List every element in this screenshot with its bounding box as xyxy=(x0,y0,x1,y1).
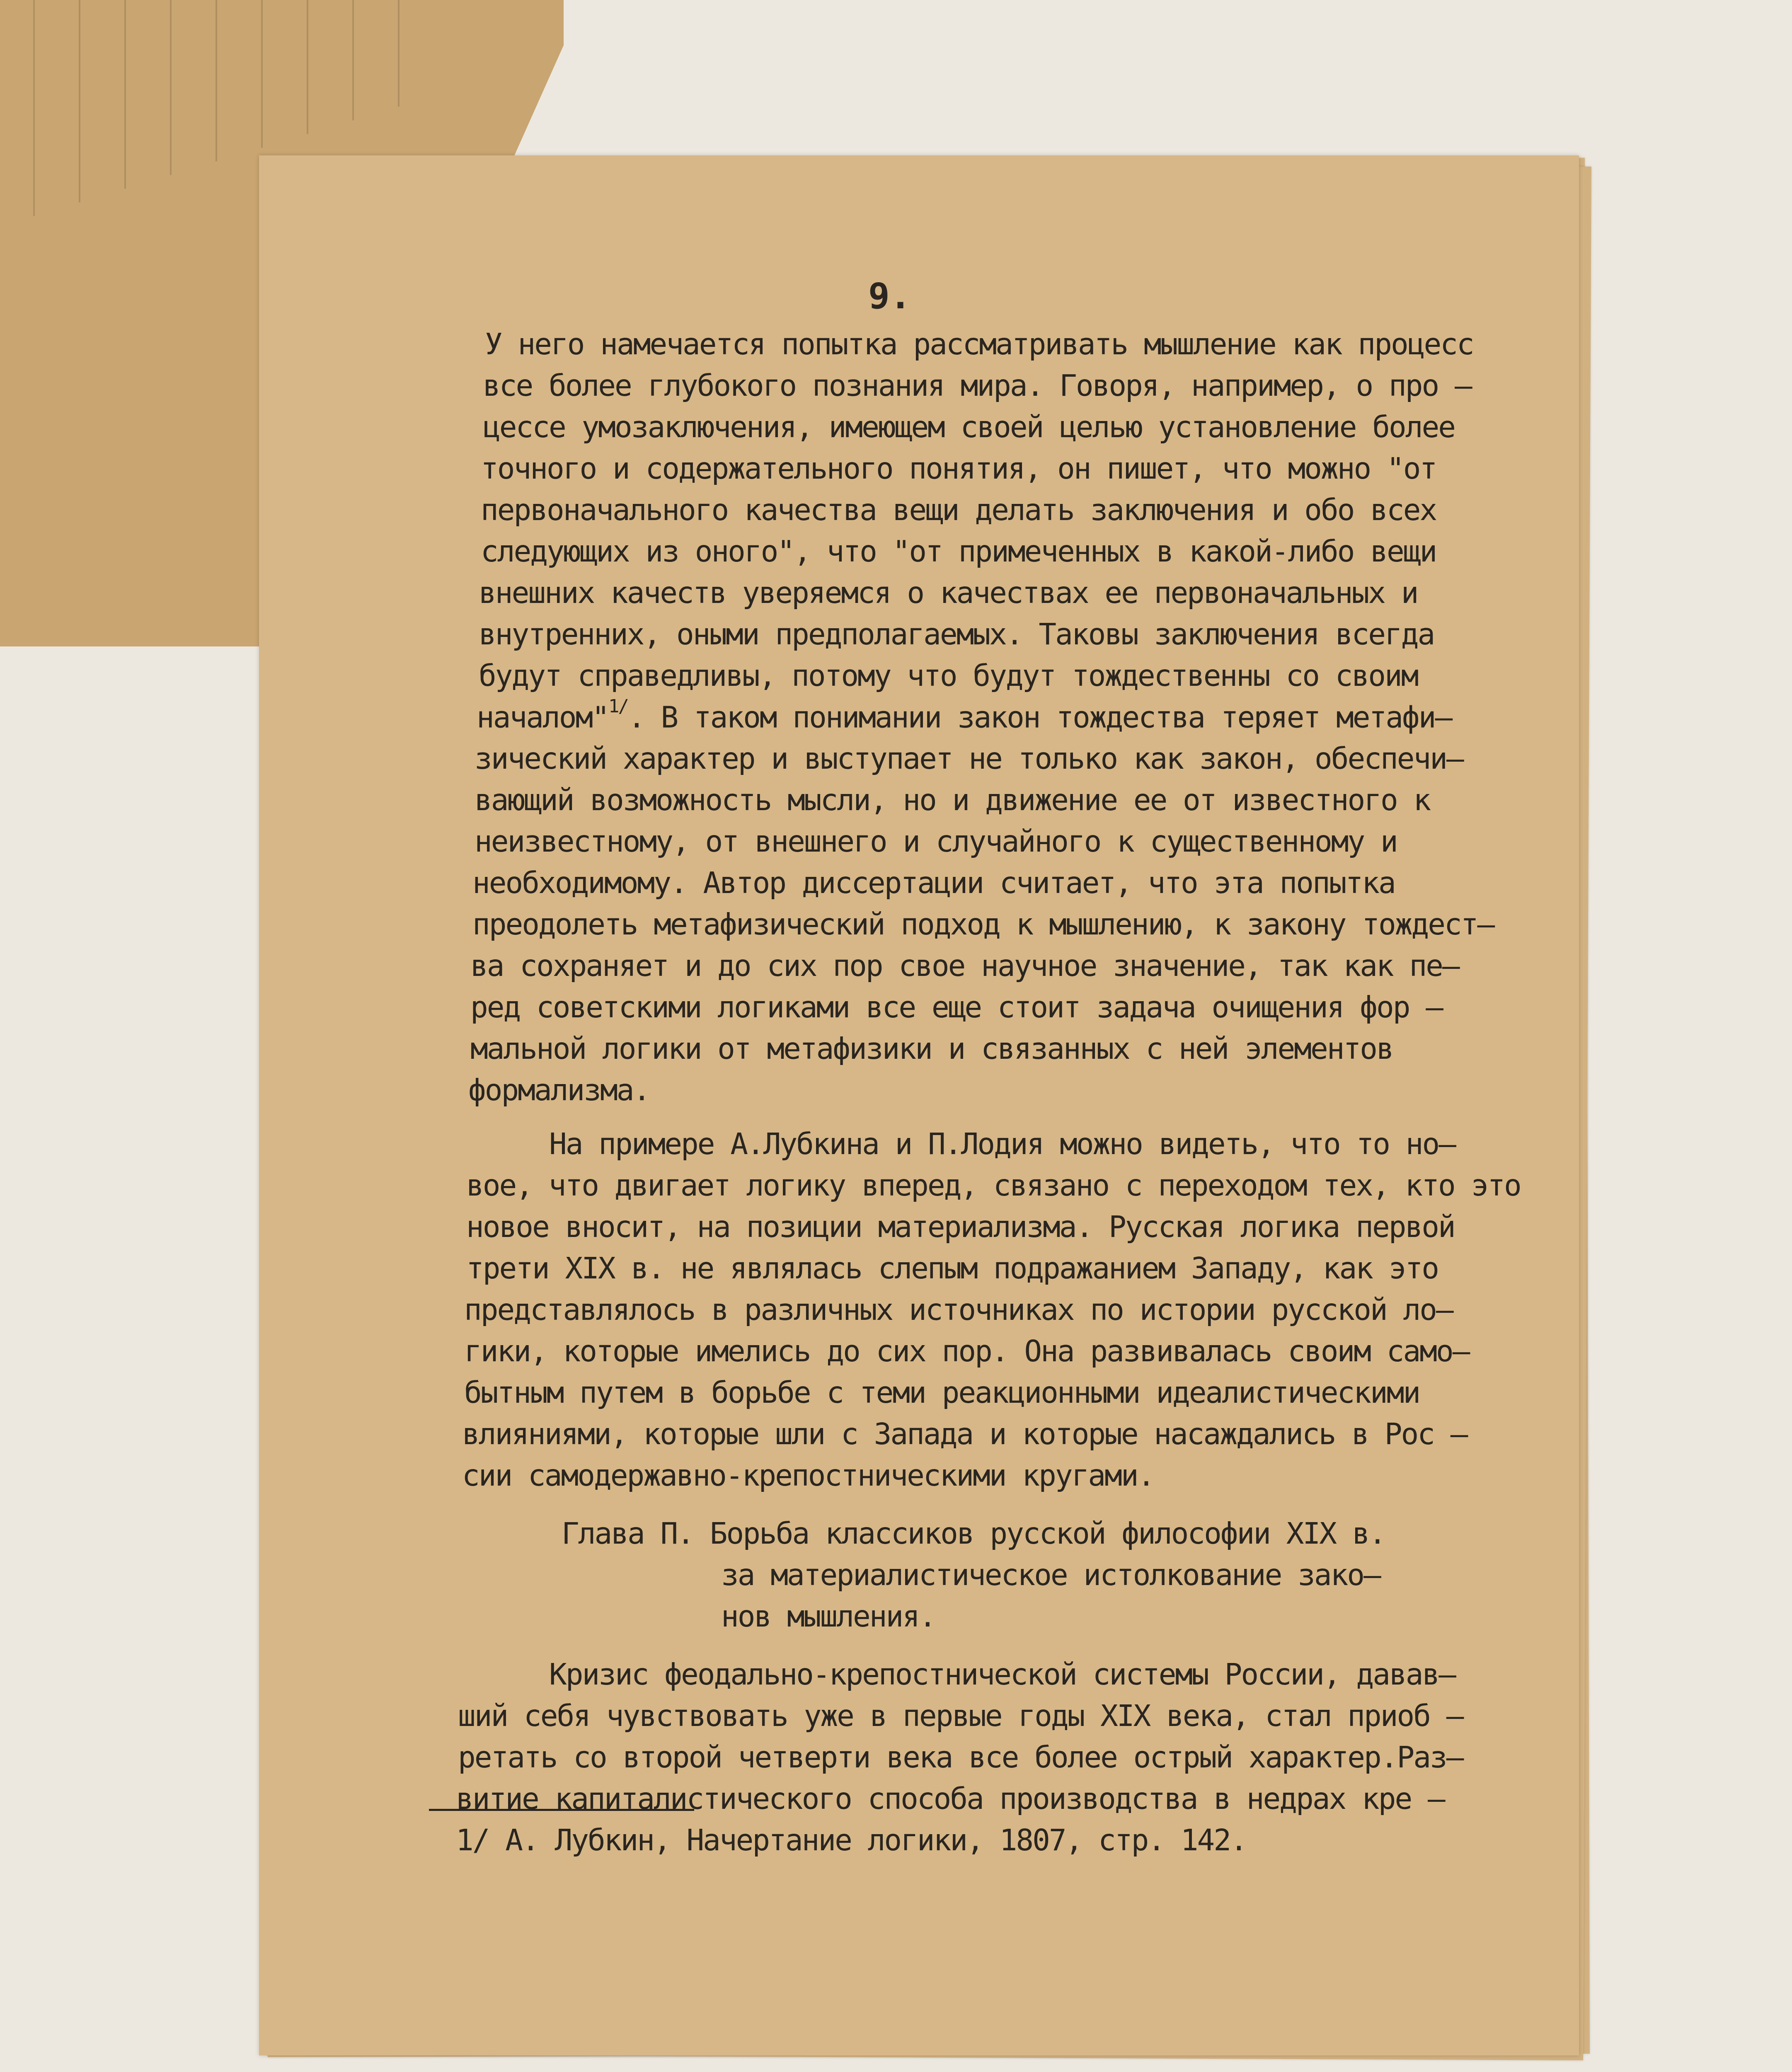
text-line: формализма. xyxy=(468,1073,650,1107)
text-line: сии самодержавно-крепостническими кругами. xyxy=(462,1458,1154,1493)
chapter-heading: Глава П. Борьба классиков русской философии XIX в. xyxy=(562,1516,1385,1551)
text-line: первоначального качества вещи делать заключения и обо всех xyxy=(481,493,1436,527)
text-line: витие капиталистического способа производства в недрах кре – xyxy=(456,1782,1444,1816)
text-line: следующих из оного", что "от примеченных в какой-либо вещи xyxy=(481,534,1436,569)
text-line: неизвестному, от внешнего и случайного к существенному и xyxy=(475,824,1397,859)
text-line: влияниями, которые шли с Запада и которые насаждались в Рос – xyxy=(462,1417,1467,1451)
text-line: бытным путем в борьбе с теми реакционными идеалистическими xyxy=(464,1375,1420,1410)
text-line: У него намечается попытка рассматривать мышление как процесс xyxy=(485,327,1473,361)
text-line: На примере А.Лубкина и П.Лодия можно видеть, что то но– xyxy=(549,1127,1455,1161)
text-line: вающий возможность мысли, но и движение ее от известного к xyxy=(475,783,1430,817)
text-line: точного и содержательного понятия, он пишет, что можно "от xyxy=(481,451,1436,486)
text-fragment: началом" xyxy=(477,700,608,735)
chapter-heading: за материалистическое истолкование зако– xyxy=(721,1558,1380,1592)
text-line: зический характер и выступает не только как закон, обеспечи– xyxy=(475,741,1463,776)
text-line-with-footnote xyxy=(477,696,1452,735)
text-line: будут справедливы, потому что будут тождественны со своим xyxy=(479,658,1418,693)
text-line: ва сохраняет и до сих пор свое научное значение, так как пе– xyxy=(470,949,1459,983)
text-line: мальной логики от метафизики и связанных с ней элементов xyxy=(470,1031,1393,1066)
text-line: представлялось в различных источниках по истории русской ло– xyxy=(464,1293,1453,1327)
footnote: 1/ А. Лубкин, Начертание логики, 1807, стр. 142. xyxy=(456,1823,1247,1857)
text-line: ред советскими логиками все еще стоит задача очищения фор – xyxy=(470,990,1442,1024)
text-line: новое вносит, на позиции материализма. Русская логика первой xyxy=(466,1210,1455,1244)
text-line: Кризис феодально-крепостнической системы России, давав– xyxy=(549,1657,1455,1692)
page-number: 9. xyxy=(868,276,911,317)
text-line: преодолеть метафизический подход к мышлению, к закону тождест– xyxy=(472,907,1494,942)
text-line: гики, которые имелись до сих пор. Она развивалась своим само– xyxy=(464,1334,1469,1368)
text-line: ший себя чувствовать уже в первые годы XIX века, стал приоб – xyxy=(458,1699,1463,1733)
text-line: необходимому. Автор диссертации считает, что эта попытка xyxy=(472,866,1395,900)
text-line: внешних качеств уверяемся о качествах ее первоначальных и xyxy=(479,576,1418,610)
text-line: все более глубокого познания мира. Говоря, например, о про – xyxy=(483,368,1471,403)
text-line: цессе умозаключения, имеющем своей целью установление более xyxy=(483,410,1455,444)
chapter-heading: нов мышления. xyxy=(721,1599,935,1634)
text-line: вое, что двигает логику вперед, связано с переходом тех, кто это xyxy=(466,1168,1521,1203)
text-line: трети XIX в. не являлась слепым подражанием Западу, как это xyxy=(466,1251,1438,1285)
text-fragment: . В таком понимании закон тождества теряет метафи– xyxy=(627,700,1452,735)
text-line: внутренних, оными предполагаемых. Таковы заключения всегда xyxy=(479,617,1434,651)
footnote-separator xyxy=(429,1809,694,1811)
text-line: ретать со второй четверти века все более острый характер.Раз– xyxy=(458,1740,1463,1774)
typewritten-page xyxy=(259,155,1579,2055)
footnote-marker: 1/ xyxy=(608,696,628,717)
